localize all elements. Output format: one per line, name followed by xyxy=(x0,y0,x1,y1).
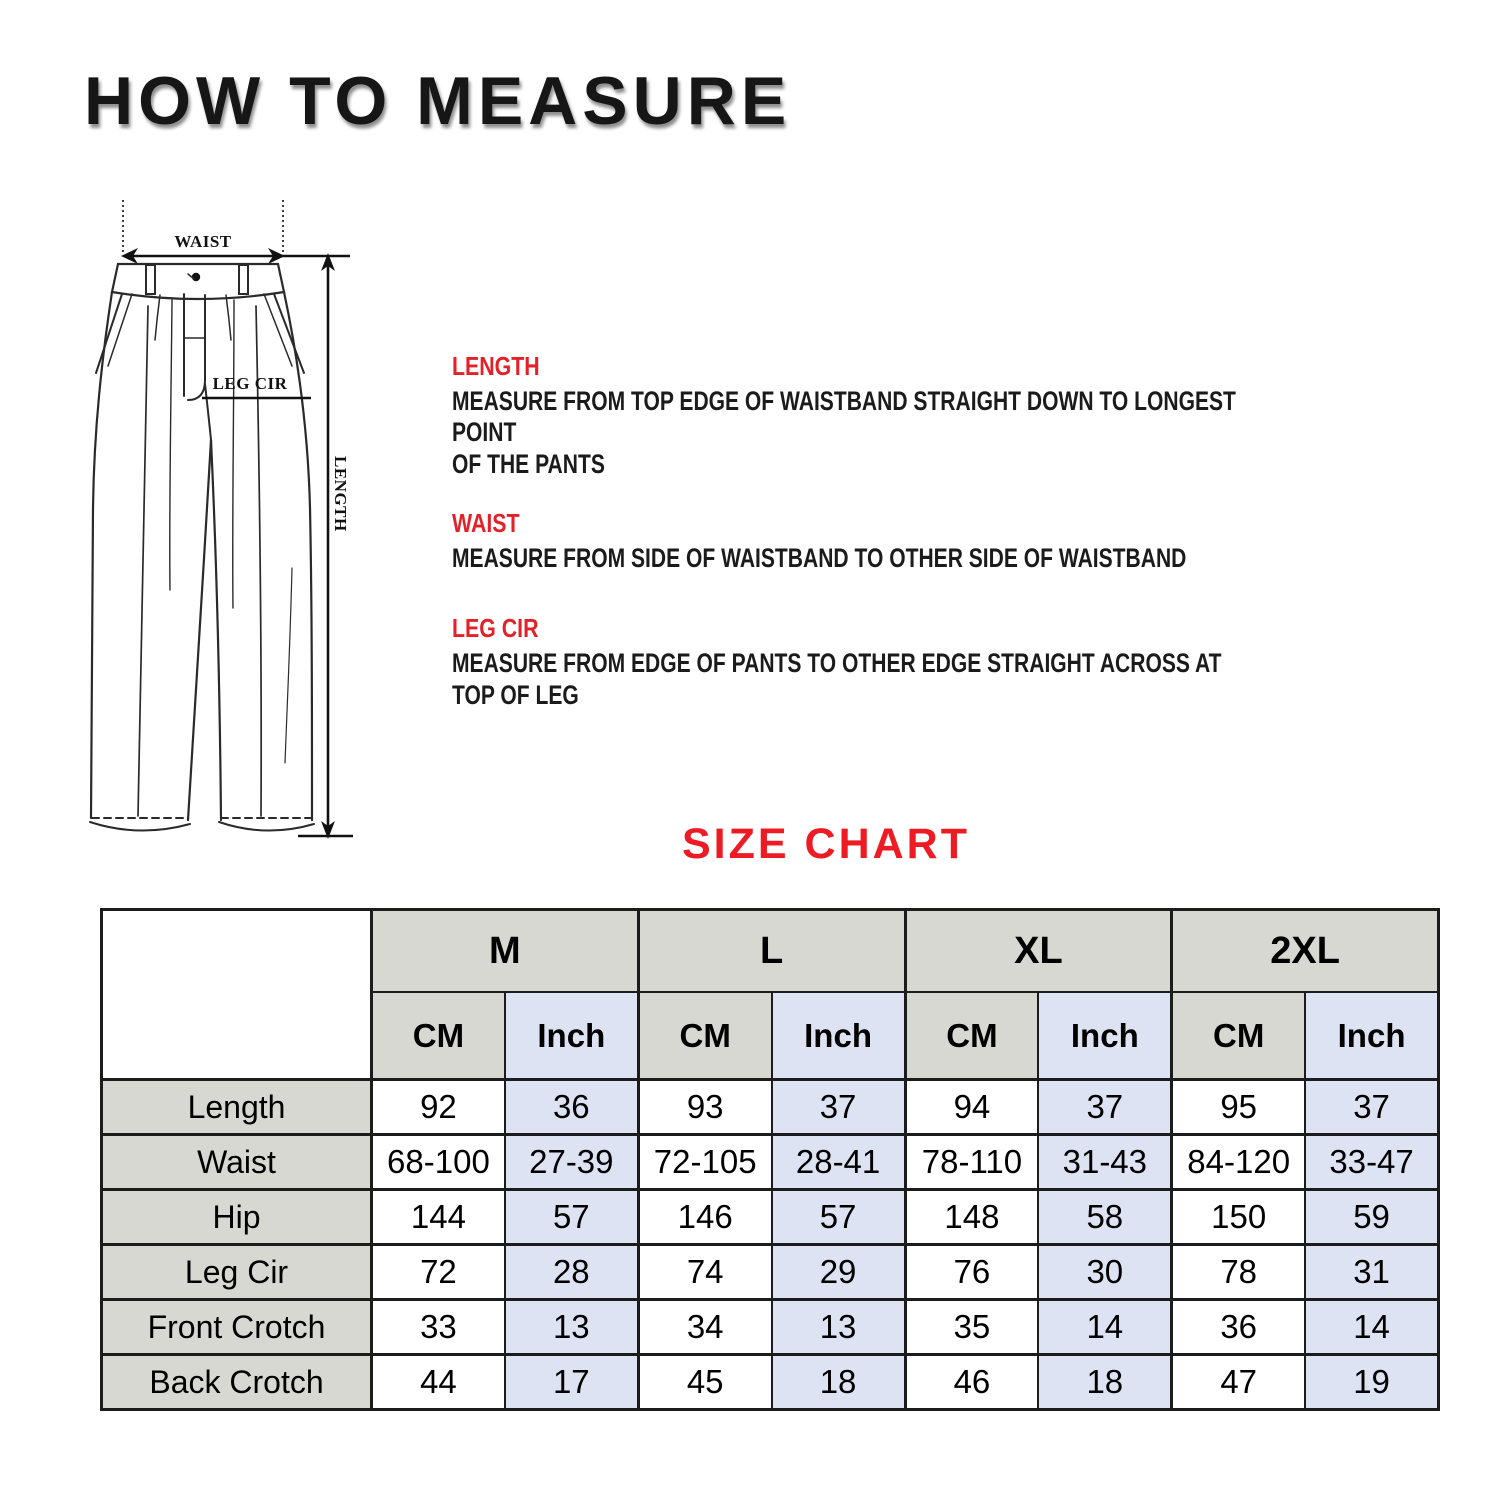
instruction-leg-cir-heading: LEG CIR xyxy=(452,613,539,644)
pleat-left xyxy=(155,295,160,340)
value-cell: 59 xyxy=(1305,1190,1438,1245)
value-cell: 68-100 xyxy=(372,1135,505,1190)
hem-left-bottom xyxy=(90,822,190,831)
value-cell: 18 xyxy=(772,1355,905,1410)
value-cell: 45 xyxy=(638,1355,771,1410)
instruction-leg-cir-body: MEASURE FROM EDGE OF PANTS TO OTHER EDGE STRAIGHT ACROSS AT TOP OF LEG xyxy=(452,647,1222,710)
instruction-waist-heading: WAIST xyxy=(452,508,520,539)
value-cell: 37 xyxy=(772,1080,905,1135)
instruction-waist-body: MEASURE FROM SIDE OF WAISTBAND TO OTHER SIDE OF WAISTBAND xyxy=(452,542,1187,573)
table-row-front-crotch xyxy=(102,1300,1439,1355)
value-cell: 58 xyxy=(1038,1190,1171,1245)
value-cell: 94 xyxy=(905,1080,1038,1135)
value-cell: 36 xyxy=(505,1080,638,1135)
value-cell: 30 xyxy=(1038,1245,1171,1300)
size-chart-table xyxy=(100,908,1440,1411)
value-cell: 84-120 xyxy=(1172,1135,1305,1190)
value-cell: 19 xyxy=(1305,1355,1438,1410)
leg-left-outer xyxy=(91,292,112,818)
pocket-left-inner xyxy=(108,294,132,366)
row-label: Waist xyxy=(102,1135,372,1190)
value-cell: 31-43 xyxy=(1038,1135,1171,1190)
value-cell: 74 xyxy=(638,1245,771,1300)
value-cell: 35 xyxy=(905,1300,1038,1355)
waistband xyxy=(112,264,284,299)
value-cell: 76 xyxy=(905,1245,1038,1300)
leg-right-inner xyxy=(211,440,221,820)
value-cell: 27-39 xyxy=(505,1135,638,1190)
value-cell: 33 xyxy=(372,1300,505,1355)
value-cell: 33-47 xyxy=(1305,1135,1438,1190)
value-cell: 92 xyxy=(372,1080,505,1135)
value-cell: 95 xyxy=(1172,1080,1305,1135)
length-label: LENGTH xyxy=(331,456,350,532)
pants-diagram xyxy=(78,188,378,858)
unit-header: CM xyxy=(638,992,771,1080)
crease-right-short xyxy=(233,300,234,608)
instruction-waist xyxy=(452,507,1492,574)
unit-header: Inch xyxy=(505,992,638,1080)
unit-header: CM xyxy=(1172,992,1305,1080)
unit-header: Inch xyxy=(772,992,905,1080)
row-label: Front Crotch xyxy=(102,1300,372,1355)
belt-loop-left xyxy=(146,265,155,294)
leg-cir-label: LEG CIR xyxy=(212,374,288,393)
size-col-header-xl: XL xyxy=(905,910,1172,993)
value-cell: 14 xyxy=(1305,1300,1438,1355)
row-label: Hip xyxy=(102,1190,372,1245)
seam-right-shadow xyxy=(285,568,292,763)
table-row-waist xyxy=(102,1135,1439,1190)
waist-label: WAIST xyxy=(174,232,232,251)
table-row-length xyxy=(102,1080,1439,1135)
size-col-header-l: L xyxy=(638,910,905,993)
hem-right-bottom xyxy=(219,822,314,831)
leg-left-inner xyxy=(188,440,211,820)
table-row-leg-cir xyxy=(102,1245,1439,1300)
value-cell: 37 xyxy=(1038,1080,1171,1135)
page-title: HOW TO MEASURE xyxy=(84,63,792,139)
value-cell: 17 xyxy=(505,1355,638,1410)
value-cell: 13 xyxy=(772,1300,905,1355)
value-cell: 144 xyxy=(372,1190,505,1245)
value-cell: 57 xyxy=(505,1190,638,1245)
value-cell: 28 xyxy=(505,1245,638,1300)
value-cell: 13 xyxy=(505,1300,638,1355)
waist-button xyxy=(192,273,200,281)
value-cell: 78 xyxy=(1172,1245,1305,1300)
table-row-back-crotch xyxy=(102,1355,1439,1410)
value-cell: 28-41 xyxy=(772,1135,905,1190)
unit-header: CM xyxy=(905,992,1038,1080)
value-cell: 78-110 xyxy=(905,1135,1038,1190)
row-label: Leg Cir xyxy=(102,1245,372,1300)
value-cell: 47 xyxy=(1172,1355,1305,1410)
row-label: Length xyxy=(102,1080,372,1135)
value-cell: 18 xyxy=(1038,1355,1171,1410)
fly-right-line xyxy=(188,295,205,400)
instruction-length-heading: LENGTH xyxy=(452,351,540,381)
pleat-right xyxy=(226,295,231,340)
instructions xyxy=(452,350,1492,738)
value-cell: 14 xyxy=(1038,1300,1171,1355)
pocket-right xyxy=(274,294,304,373)
leg-right-outer xyxy=(284,292,312,820)
unit-header: Inch xyxy=(1038,992,1171,1080)
belt-loop-right xyxy=(239,265,248,294)
instruction-length xyxy=(452,350,1492,481)
value-cell: 93 xyxy=(638,1080,771,1135)
value-cell: 72 xyxy=(372,1245,505,1300)
size-header-row xyxy=(102,910,1439,993)
value-cell: 72-105 xyxy=(638,1135,771,1190)
instruction-leg-cir xyxy=(452,612,1492,711)
corner-cell xyxy=(102,910,372,1080)
value-cell: 37 xyxy=(1305,1080,1438,1135)
fly-to-crotch xyxy=(205,384,211,440)
size-chart-title: SIZE CHART xyxy=(682,820,970,868)
crease-left xyxy=(138,306,148,816)
value-cell: 148 xyxy=(905,1190,1038,1245)
value-cell: 31 xyxy=(1305,1245,1438,1300)
value-cell: 29 xyxy=(772,1245,905,1300)
table-row-hip xyxy=(102,1190,1439,1245)
value-cell: 36 xyxy=(1172,1300,1305,1355)
value-cell: 46 xyxy=(905,1355,1038,1410)
crease-left-short xyxy=(170,300,172,590)
unit-header: Inch xyxy=(1305,992,1438,1080)
size-col-header-2xl: 2XL xyxy=(1172,910,1439,993)
row-label: Back Crotch xyxy=(102,1355,372,1410)
value-cell: 34 xyxy=(638,1300,771,1355)
value-cell: 44 xyxy=(372,1355,505,1410)
unit-header: CM xyxy=(372,992,505,1080)
value-cell: 150 xyxy=(1172,1190,1305,1245)
size-col-header-m: M xyxy=(372,910,639,993)
instruction-length-body: MEASURE FROM TOP EDGE OF WAISTBAND STRAIGHT DOWN TO LONGEST POINT OF THE PANTS xyxy=(452,385,1236,480)
value-cell: 146 xyxy=(638,1190,771,1245)
value-cell: 57 xyxy=(772,1190,905,1245)
